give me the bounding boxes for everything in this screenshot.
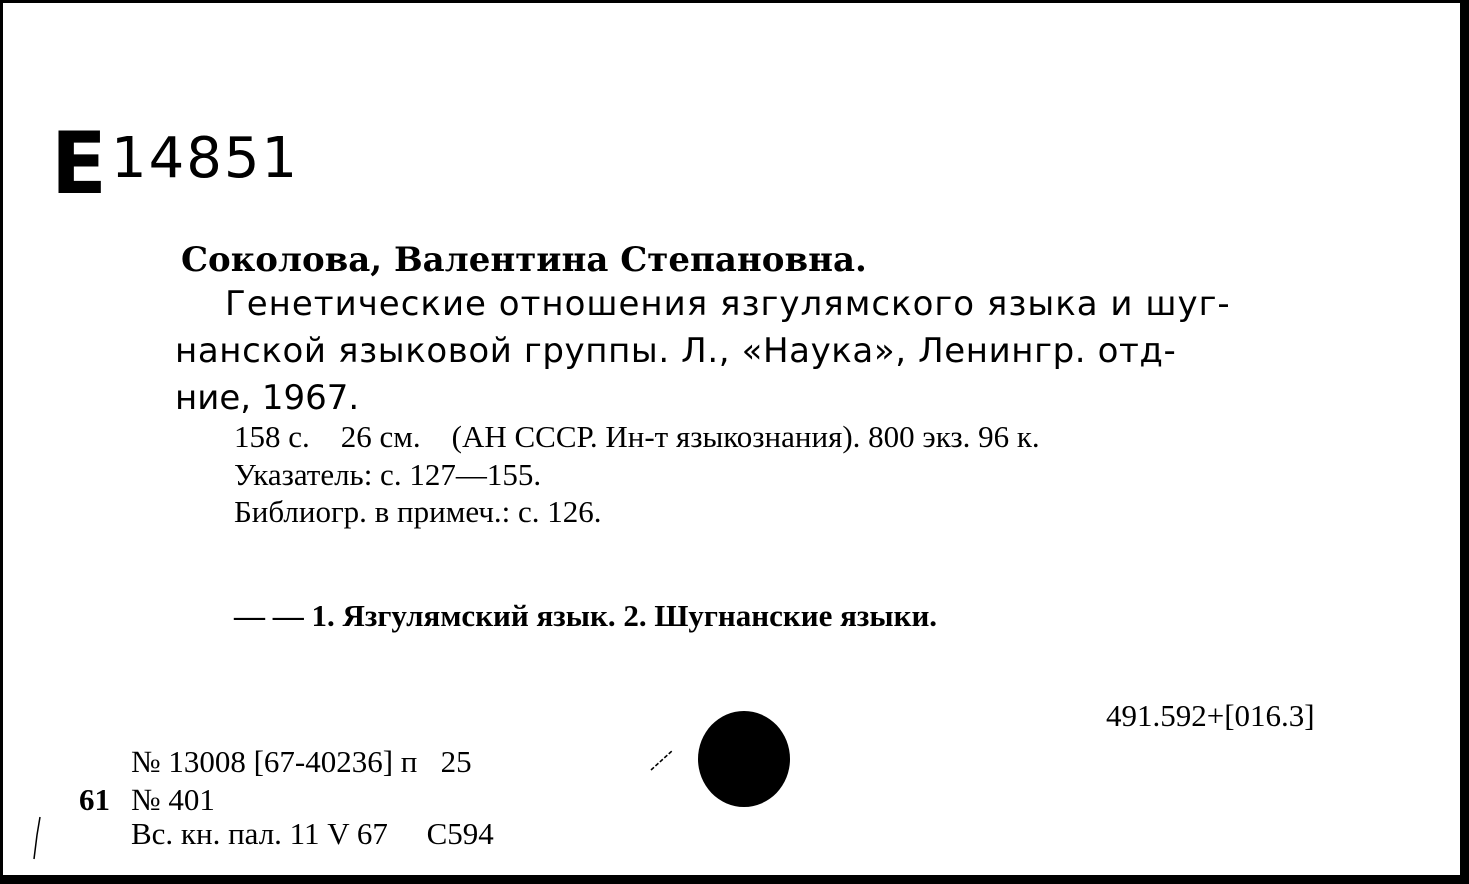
book-chamber-line: Вс. кн. пал. 11 V 67 С594 xyxy=(131,816,494,851)
record-number: № 401 xyxy=(131,782,215,817)
title-line-1: Генетические отношения язгулямского языка и шуг- xyxy=(225,284,1231,324)
call-number-handwritten: 14851 xyxy=(111,126,300,191)
bibliography-note: Библиогр. в примеч.: с. 126. xyxy=(234,494,602,529)
punched-hole-mark xyxy=(698,711,790,807)
classification-code: 491.592+[016.3] xyxy=(1106,698,1315,733)
title-line-3: ние, 1967. xyxy=(175,378,360,418)
physical-description: 158 с. 26 см. (АН СССР. Ин-т языкознания). 800 экз. 96 к. xyxy=(234,419,1040,454)
order-number: № 13008 [67-40236] п 25 xyxy=(131,744,472,779)
index-note: Указатель: с. 127—155. xyxy=(234,457,542,492)
call-number-letter: Е xyxy=(51,114,107,214)
subject-headings: — — 1. Язгулямский язык. 2. Шугнанские языки. xyxy=(234,598,938,633)
author-heading: Соколова, Валентина Степановна. xyxy=(181,240,867,280)
prefix-number: 61 xyxy=(79,782,110,817)
margin-mark xyxy=(31,815,43,861)
pencil-mark xyxy=(649,748,675,772)
title-line-2: нанской языковой группы. Л., «Наука», Ленингр. отд- xyxy=(175,331,1177,371)
